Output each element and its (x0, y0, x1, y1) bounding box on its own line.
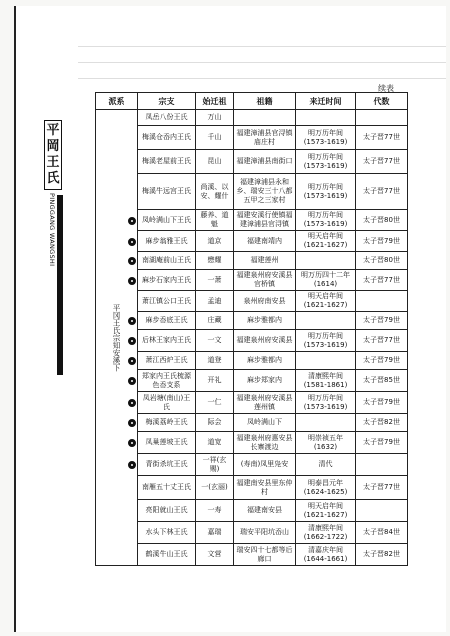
ancestor-cell: 千山 (196, 126, 234, 150)
bullet-icon (128, 439, 136, 447)
generation-cell: 太子晋79世 (356, 432, 408, 454)
time-cell: 明万历年间(1573-1619) (296, 174, 356, 210)
generation-cell: 太子晋79世 (356, 392, 408, 414)
ancestor-cell: 开礼 (196, 370, 234, 392)
ancestor-cell: 庄藏 (196, 312, 234, 330)
time-cell (296, 352, 356, 370)
generation-cell: 太子晋77世 (356, 174, 408, 210)
lineage-label: 平冈王氏宗知安溪下 (112, 303, 121, 372)
ancestor-cell: 孟迪 (196, 291, 234, 312)
table-row (96, 270, 408, 291)
branch-cell: 梅溪老屋前王氏 (138, 150, 196, 174)
table-row (96, 312, 408, 330)
ancestor-cell: 藤养、道魁 (196, 210, 234, 231)
table-row (96, 150, 408, 174)
branch-cell: 后林王家内王氏 (138, 330, 196, 352)
generation-cell: 太子晋82世 (356, 414, 408, 432)
ancestor-cell: 道登 (196, 352, 234, 370)
branch-cell: 凤岭满山下王氏 (138, 210, 196, 231)
branch-cell: 梅溪牛远宫王氏 (138, 174, 196, 210)
time-cell: 清康熙年间(1581-1861) (296, 370, 356, 392)
time-cell: 明崇祯五年(1632) (296, 432, 356, 454)
generation-cell: 太子晋77世 (356, 476, 408, 500)
bullet-icon (128, 238, 136, 246)
time-cell: 明万历年间(1573-1619) (296, 392, 356, 414)
header-generation: 代数 (356, 93, 408, 110)
table-row (96, 291, 408, 312)
branch-cell: 梅溪荔岭王氏 (138, 414, 196, 432)
origin-cell: 福建南安县里东仲村 (234, 476, 296, 500)
header-lineage: 派系 (96, 93, 138, 110)
origin-cell: 凤岭满山下 (234, 414, 296, 432)
side-title-text: 平 岡 王 氏 (46, 123, 60, 186)
branch-cell: 郑家内王氏梳源色岙支系 (138, 370, 196, 392)
table-row (96, 126, 408, 150)
origin-cell: 福建泉州府惠安县长寨渡边 (234, 432, 296, 454)
time-cell (296, 110, 356, 126)
table-row (96, 432, 408, 454)
origin-cell: 福建漳浦县永和乡、瑞安三十八都五甲之三家村 (234, 174, 296, 210)
bullet-icon (128, 377, 136, 385)
generation-cell: 太子晋77世 (356, 150, 408, 174)
generation-cell: 太子晋84世 (356, 522, 408, 544)
side-dark-bar (57, 195, 63, 375)
ancestor-cell: 一(玄丽) (196, 476, 234, 500)
time-cell (296, 414, 356, 432)
generation-cell (356, 454, 408, 476)
branch-cell: 南湖庵前山王氏 (138, 252, 196, 270)
table-row (96, 500, 408, 522)
ancestor-cell: 懋耀 (196, 252, 234, 270)
time-cell: 明天启年间(1621-1627) (296, 231, 356, 252)
branch-cell: 萧江镇公口王氏 (138, 291, 196, 312)
ancestor-cell: 一文 (196, 330, 234, 352)
ancestor-cell: 万山 (196, 110, 234, 126)
branch-cell: 萧江西炉王氏 (138, 352, 196, 370)
time-cell: 清康熙年间(1662-1722) (296, 522, 356, 544)
table-row (96, 252, 408, 270)
table-row (96, 370, 408, 392)
time-cell: 明天启年间(1621-1627) (296, 500, 356, 522)
bullet-icon (128, 357, 136, 365)
time-cell: 明万历四十二年(1614) (296, 270, 356, 291)
branch-cell: 亮阳就山王氏 (138, 500, 196, 522)
table-row (96, 476, 408, 500)
bullet-icon (128, 257, 136, 265)
ancestor-cell: 文营 (196, 544, 234, 566)
bullet-icon (128, 277, 136, 285)
branch-cell: 麻步翁雅王氏 (138, 231, 196, 252)
table-row (96, 174, 408, 210)
origin-cell: 福建泉州府安溪县官桥镇 (234, 270, 296, 291)
time-cell: 明万历年间(1573-1619) (296, 330, 356, 352)
generation-cell: 太子晋80世 (356, 210, 408, 231)
time-cell: 清代 (296, 454, 356, 476)
table-row (96, 522, 408, 544)
origin-cell: 福建莲州 (234, 252, 296, 270)
time-cell (296, 312, 356, 330)
origin-cell (234, 110, 296, 126)
generation-cell: 太子晋79世 (356, 352, 408, 370)
side-pinyin: PINGGANG WANGSHI (48, 193, 56, 267)
ancestor-cell: 道京 (196, 231, 234, 252)
generation-cell: 太子晋77世 (356, 330, 408, 352)
table-row (96, 544, 408, 566)
time-cell: 明天启年间(1621-1627) (296, 291, 356, 312)
generation-cell: 太子晋77世 (356, 126, 408, 150)
origin-cell: 福建南安县 (234, 500, 296, 522)
time-cell: 明泰昌元年(1624-1625) (296, 476, 356, 500)
branch-cell: 凤岩塘(南山)王氏 (138, 392, 196, 414)
generation-cell (356, 291, 408, 312)
origin-cell: 瑞安平阳坑岙山 (234, 522, 296, 544)
table-row (96, 110, 408, 126)
origin-cell: 麻步雅都内 (234, 352, 296, 370)
origin-cell: 福建南靖内 (234, 231, 296, 252)
branch-cell: 凤巢莲坡王氏 (138, 432, 196, 454)
header-branch: 宗支 (138, 93, 196, 110)
bullet-icon (128, 217, 136, 225)
ancestor-cell: 际会 (196, 414, 234, 432)
branch-cell: 梅溪仓岙内王氏 (138, 126, 196, 150)
origin-cell: 福建漳浦县南街口 (234, 150, 296, 174)
branch-cell: 水头下林王氏 (138, 522, 196, 544)
table-row (96, 454, 408, 476)
generation-cell: 太子晋82世 (356, 544, 408, 566)
origin-cell: 福建漳浦县官浔镇庙庄村 (234, 126, 296, 150)
generation-cell: 太子晋80世 (356, 252, 408, 270)
origin-cell: 麻步郑家内 (234, 370, 296, 392)
header-origin: 祖籍 (234, 93, 296, 110)
branch-cell: 麻步岙底王氏 (138, 312, 196, 330)
origin-cell: 瑞安四十七都等后廊口 (234, 544, 296, 566)
time-cell: 明万历年间(1573-1619) (296, 126, 356, 150)
bullet-icon (128, 419, 136, 427)
genealogy-table (95, 92, 408, 566)
bullet-icon (128, 317, 136, 325)
continued-label: 续表 (378, 84, 394, 93)
ancestor-cell: 尚溪、以安、耀什 (196, 174, 234, 210)
generation-cell: 太子晋79世 (356, 231, 408, 252)
branch-cell: 青街杀坑王氏 (138, 454, 196, 476)
origin-cell: (寿南)凤里凫安 (234, 454, 296, 476)
table-row (96, 392, 408, 414)
bullet-icon (128, 461, 136, 469)
ancestor-cell: 一寿 (196, 500, 234, 522)
origin-cell: 麻步雅都内 (234, 312, 296, 330)
origin-cell: 泉州府南安县 (234, 291, 296, 312)
table-row (96, 352, 408, 370)
time-cell (296, 252, 356, 270)
header-ancestor: 始迁祖 (196, 93, 234, 110)
ancestor-cell: 一萧 (196, 270, 234, 291)
ancestor-cell: 一仁 (196, 392, 234, 414)
origin-cell: 福建安溪行使镇福建漳浦县官浔镇 (234, 210, 296, 231)
origin-cell: 福建泉州府安溪县 (234, 330, 296, 352)
table-row (96, 330, 408, 352)
table-row (96, 210, 408, 231)
time-cell: 清嘉庆年间(1644-1661) (296, 544, 356, 566)
time-cell: 明万历年间(1573-1619) (296, 150, 356, 174)
table-row (96, 414, 408, 432)
origin-cell: 福建泉州府安溪县莲州镇 (234, 392, 296, 414)
ancestor-cell: 一祥(玄赐) (196, 454, 234, 476)
branch-cell: 麻步石家内王氏 (138, 270, 196, 291)
ancestor-cell: 嘉瑞 (196, 522, 234, 544)
bullet-icon (128, 337, 136, 345)
time-cell: 明万历年间(1573-1619) (296, 210, 356, 231)
branch-cell: 凤岳八份王氏 (138, 110, 196, 126)
generation-cell (356, 500, 408, 522)
generation-cell: 太子晋79世 (356, 312, 408, 330)
header-time: 来迁时间 (296, 93, 356, 110)
table-header-row (96, 93, 408, 110)
side-title (44, 120, 62, 190)
ancestor-cell: 道宽 (196, 432, 234, 454)
generation-cell: 太子晋77世 (356, 270, 408, 291)
table-row (96, 231, 408, 252)
generation-cell (356, 110, 408, 126)
bullet-icon (128, 399, 136, 407)
branch-cell: 南雁五十丈王氏 (138, 476, 196, 500)
ancestor-cell: 昆山 (196, 150, 234, 174)
generation-cell: 太子晋85世 (356, 370, 408, 392)
branch-cell: 鹤溪牛山王氏 (138, 544, 196, 566)
